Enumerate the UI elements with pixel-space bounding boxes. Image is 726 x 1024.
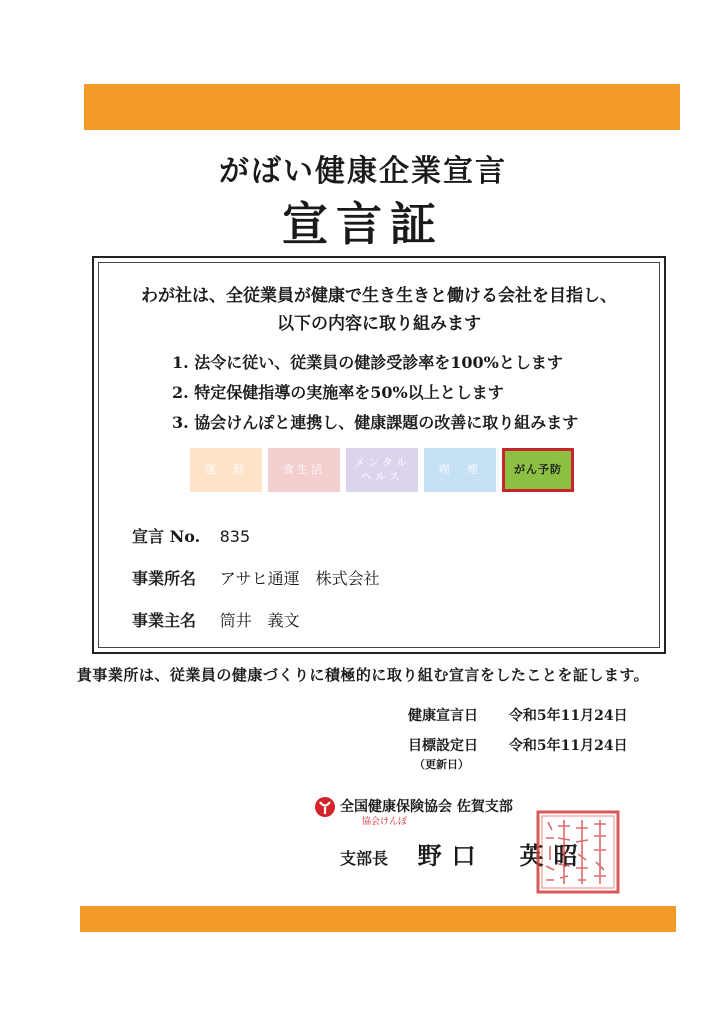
declaration-number-value: 835 bbox=[219, 527, 251, 546]
category-label: 運 動 bbox=[205, 463, 247, 476]
renewal-note: （更新日） bbox=[414, 758, 469, 771]
target-date-label: 目標設定日 bbox=[408, 738, 478, 754]
branch-head-title: 支部長 bbox=[340, 849, 389, 868]
category-badges bbox=[190, 448, 574, 494]
issuer-organization-name: 全国健康保険協会 佐賀支部 bbox=[340, 799, 513, 815]
owner-name-label: 事業主名 bbox=[132, 611, 197, 630]
intro-line-2: 以下の内容に取り組みます bbox=[277, 314, 481, 334]
category-label: がん予防 bbox=[514, 463, 562, 476]
category-kitsuen bbox=[424, 448, 496, 492]
certificate-subtitle: 宣言証 bbox=[282, 197, 444, 251]
declaration-item: 3. 協会けんぽと連携し、健康課題の改善に取り組みます bbox=[172, 413, 579, 432]
office-name-label: 事業所名 bbox=[132, 569, 197, 588]
category-label: 食生活 bbox=[283, 463, 325, 476]
category-label-2: ヘルス bbox=[361, 470, 403, 483]
branch-head-name: 野口 英昭 bbox=[417, 841, 588, 870]
category-label: メンタル bbox=[354, 456, 410, 469]
declaration-item: 2. 特定保健指導の実施率を50%以上とします bbox=[172, 383, 504, 402]
declaration-intro bbox=[92, 282, 666, 338]
declared-date-row bbox=[408, 706, 628, 736]
certification-statement: 貴事業所は、従業員の健康づくりに積極的に取り組む宣言をしたことを証します。 bbox=[76, 666, 650, 684]
category-gan-yobou bbox=[502, 448, 574, 492]
issuer-organization-subname: 協会けんぽ bbox=[362, 817, 408, 827]
official-seal-icon bbox=[536, 810, 620, 894]
declared-date-value: 令和5年11月24日 bbox=[508, 708, 628, 724]
owner-name-value: 筒井 義文 bbox=[219, 611, 300, 630]
office-name-value: アサヒ通運 株式会社 bbox=[219, 569, 380, 588]
declared-date-label: 健康宣言日 bbox=[408, 708, 478, 724]
category-mental-health bbox=[346, 448, 418, 492]
certificate-title: がばい健康企業宣言 bbox=[219, 154, 507, 189]
declaration-item: 1. 法令に従い、従業員の健診受診率を100%とします bbox=[172, 353, 563, 372]
declaration-number-label: 宣言 No. bbox=[132, 527, 201, 546]
category-label: 喫 煙 bbox=[439, 463, 481, 476]
target-date-value: 令和5年11月24日 bbox=[508, 738, 628, 754]
kyokai-kenpo-logo-icon bbox=[314, 796, 336, 818]
intro-line-1: わが社は、全従業員が健康で生き生きと働ける会社を目指し、 bbox=[141, 286, 617, 306]
bottom-orange-band bbox=[80, 906, 676, 932]
owner-name-row bbox=[132, 608, 300, 631]
top-orange-band bbox=[84, 84, 680, 130]
declaration-number-row bbox=[132, 524, 250, 547]
category-undo bbox=[190, 448, 262, 492]
declaration-items bbox=[172, 348, 652, 438]
office-name-row bbox=[132, 566, 380, 589]
category-shokuseikatsu bbox=[268, 448, 340, 492]
